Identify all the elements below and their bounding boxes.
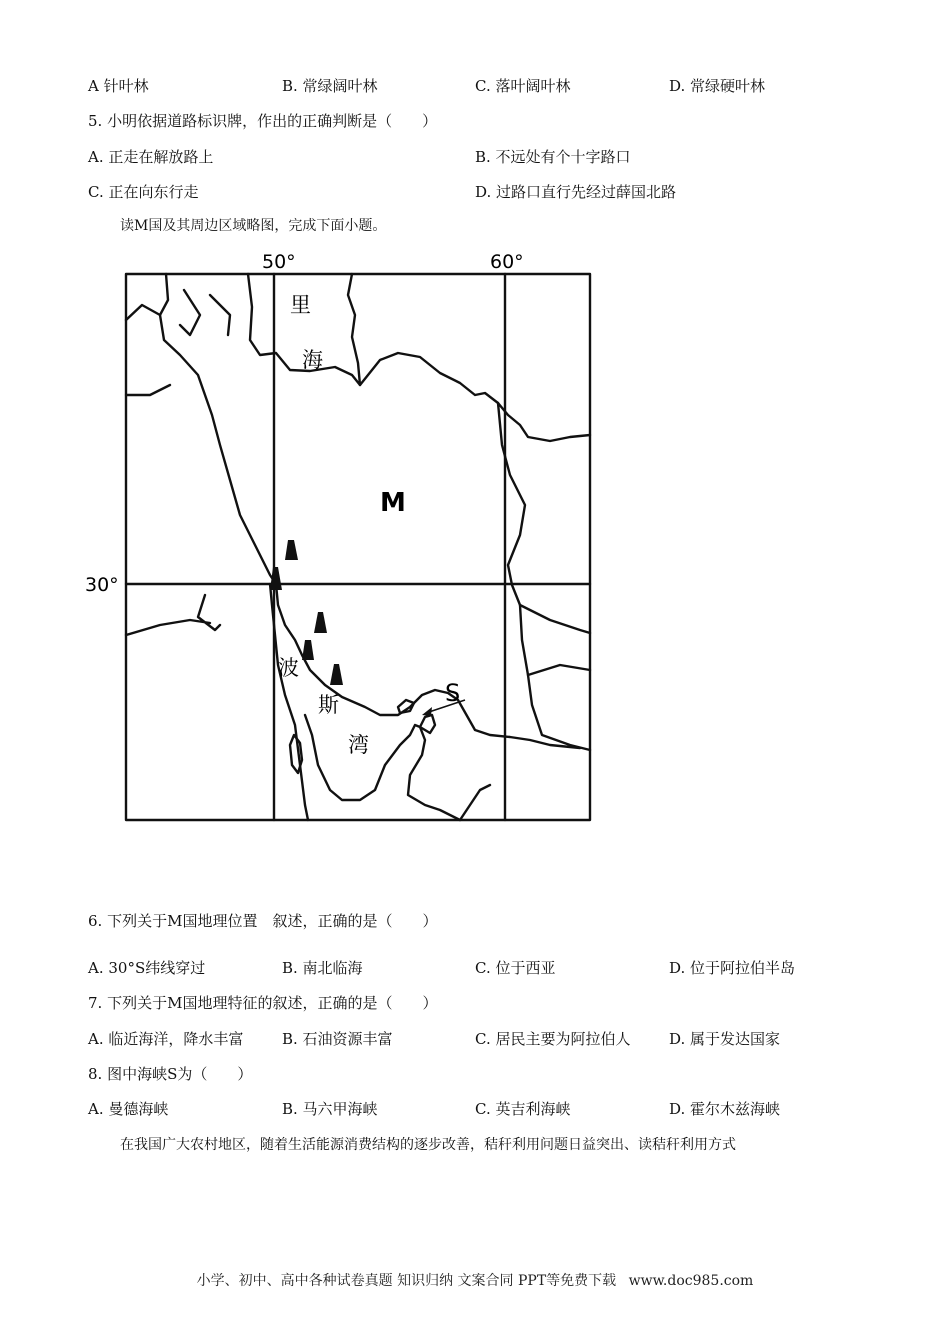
western-border [160,274,276,584]
label-gulf-3: 湾 [348,733,369,757]
peninsula-coast [305,715,460,820]
q8-option-c: C. 英吉利海峡 [475,1100,571,1118]
oil-marker-3 [314,612,327,633]
eastern-border [498,403,590,750]
page-footer [0,1270,950,1290]
label-gulf-2: 斯 [318,693,339,717]
q8-stem: 8. 图中海峡S为（ ） [88,1065,253,1083]
q5-stem: 5. 小明依据道路标识牌，作出的正确判断是（ ） [88,112,438,130]
label-caspian-2: 海 [302,348,323,372]
q5-option-d: D. 过路口直行先经过薛国北路 [475,183,677,201]
strait-arrow-head [422,707,432,716]
q7-option-c: C. 居民主要为阿拉伯人 [475,1030,631,1048]
q5-option-c: C. 正在向东行走 [88,183,199,201]
southeast-border [520,605,590,675]
q8-option-b: B. 马六甲海峡 [282,1100,378,1118]
label-lat-30: 30° [85,574,119,596]
inner-west-lines [126,290,230,395]
oil-marker-4 [302,640,314,660]
q4-option-d: D. 常绿硬叶林 [669,77,766,95]
q7-option-b: B. 石油资源丰富 [282,1030,393,1048]
q6-option-a: A. 30°S纬线穿过 [88,959,206,977]
footer-url[interactable]: www.doc985.com [628,1273,754,1289]
label-lon-60: 60° [490,251,524,273]
gulf-south-coast [270,584,308,820]
oil-marker-1 [285,540,298,560]
q7-stem: 7. 下列关于M国地理特征的叙述，正确的是（ ） [88,994,438,1012]
q7-option-d: D. 属于发达国家 [669,1030,781,1048]
q7-option-a: A. 临近海洋，降水丰富 [88,1030,244,1048]
q5-option-b: B. 不远处有个十字路口 [475,148,631,166]
gulf-north-coast [276,584,580,748]
footer-text: 小学、初中、高中各种试卷真题 知识归纳 文案合同 PPT等免费下载 [196,1273,617,1289]
oil-marker-2 [270,567,282,590]
q6-option-d: D. 位于阿拉伯半岛 [669,959,796,977]
label-caspian-1: 里 [290,293,311,317]
q6-stem: 6. 下列关于M国地理位置 叙述，正确的是（ ） [88,912,438,930]
label-lon-50: 50° [262,251,296,273]
south-coast-line [460,785,490,820]
q6-option-b: B. 南北临海 [282,959,363,977]
q8-option-a: A. 曼德海峡 [88,1100,169,1118]
oil-marker-5 [330,664,343,685]
label-strait-s: S [445,679,461,707]
q4-option-b: B. 常绿阔叶林 [282,77,378,95]
island-near-strait [398,700,414,713]
map-intro: 读M国及其周边区域略图，完成下面小题。 [120,218,387,234]
q4-option-c: C. 落叶阔叶林 [475,77,571,95]
label-country-m: M [380,488,406,518]
label-gulf-1: 波 [278,656,299,680]
next-section-intro: 在我国广大农村地区，随着生活能源消费结构的逐步改善，秸秆利用问题日益突出、读秸秆利用方式 [120,1137,736,1153]
southwest-border [126,595,220,635]
northern-border [360,353,590,441]
q4-option-a: A 针叶林 [88,77,149,95]
map-svg [80,245,610,835]
region-map [80,245,610,835]
q6-option-c: C. 位于西亚 [475,959,556,977]
q8-option-d: D. 霍尔木兹海峡 [669,1100,781,1118]
q5-option-a: A. 正走在解放路上 [88,148,214,166]
